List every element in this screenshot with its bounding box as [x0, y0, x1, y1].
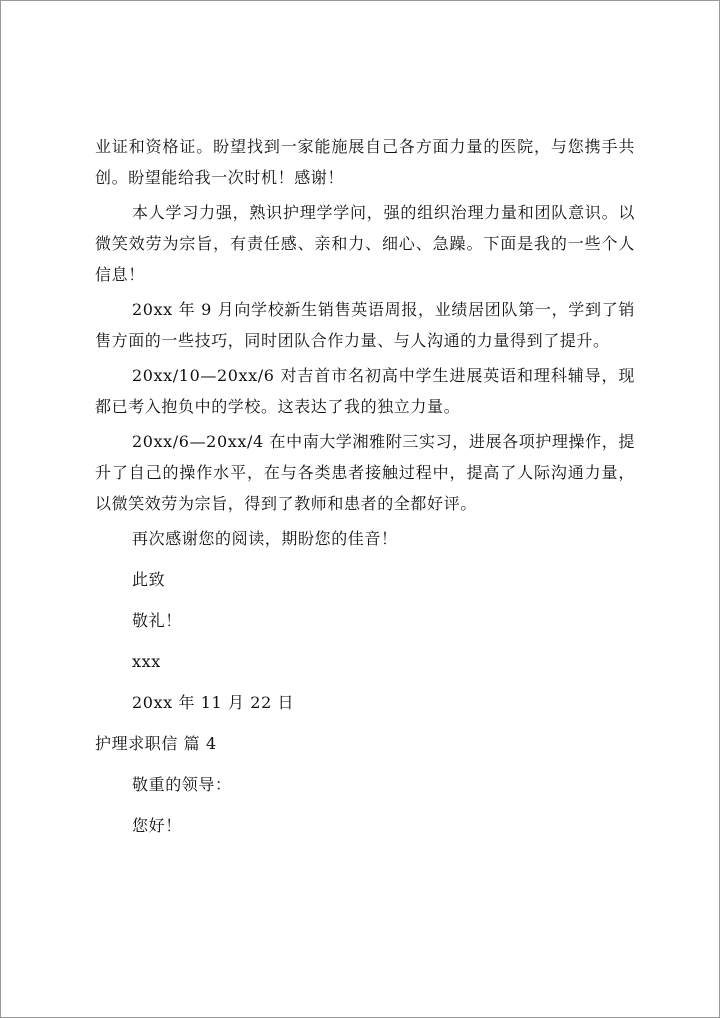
signature: xxx [132, 652, 161, 671]
paragraph-thanks: 再次感谢您的阅读，期盼您的佳音！ [132, 529, 398, 548]
paragraph-continuation: 业证和资格证。盼望找到一家能施展自己各方面力量的医院，与您携手共创。盼望能给我一次时机！感谢！ [95, 137, 635, 187]
paragraph-internship-experience: 20xx/6—20xx/4 在中南大学湘雅附三实习，进展各项护理操作，提升了自己的操作水平，在与各类患者接触过程中，提高了人际沟通力量，以微笑效劳为宗旨，得到了教师和患者的全都好评。 [95, 432, 635, 513]
paragraph-sales-experience: 20xx 年 9 月向学校新生销售英语周报，业绩居团队第一，学到了销售方面的一些技巧，同时团队合作力量、与人沟通的力量得到了提升。 [95, 300, 635, 350]
section-heading: 护理求职信 篇 4 [95, 734, 217, 753]
letter-date: 20xx 年 11 月 22 日 [132, 693, 295, 712]
greeting-addressee: 敬重的领导： [132, 775, 232, 794]
greeting-hello: 您好！ [132, 816, 182, 835]
closing-respect: 敬礼！ [132, 611, 182, 630]
paragraph-skills: 本人学习力强，熟识护理学学问，强的组织治理力量和团队意识。以微笑效劳为宗旨，有责任感、亲和力、细心、急躁。下面是我的一些个人信息！ [95, 203, 635, 284]
paragraph-tutoring-experience: 20xx/10—20xx/6 对吉首市名初高中学生进展英语和理科辅导，现都已考入抱负中的学校。这表达了我的独立力量。 [95, 366, 635, 416]
document-body [95, 131, 635, 851]
closing-salute: 此致 [132, 570, 166, 589]
